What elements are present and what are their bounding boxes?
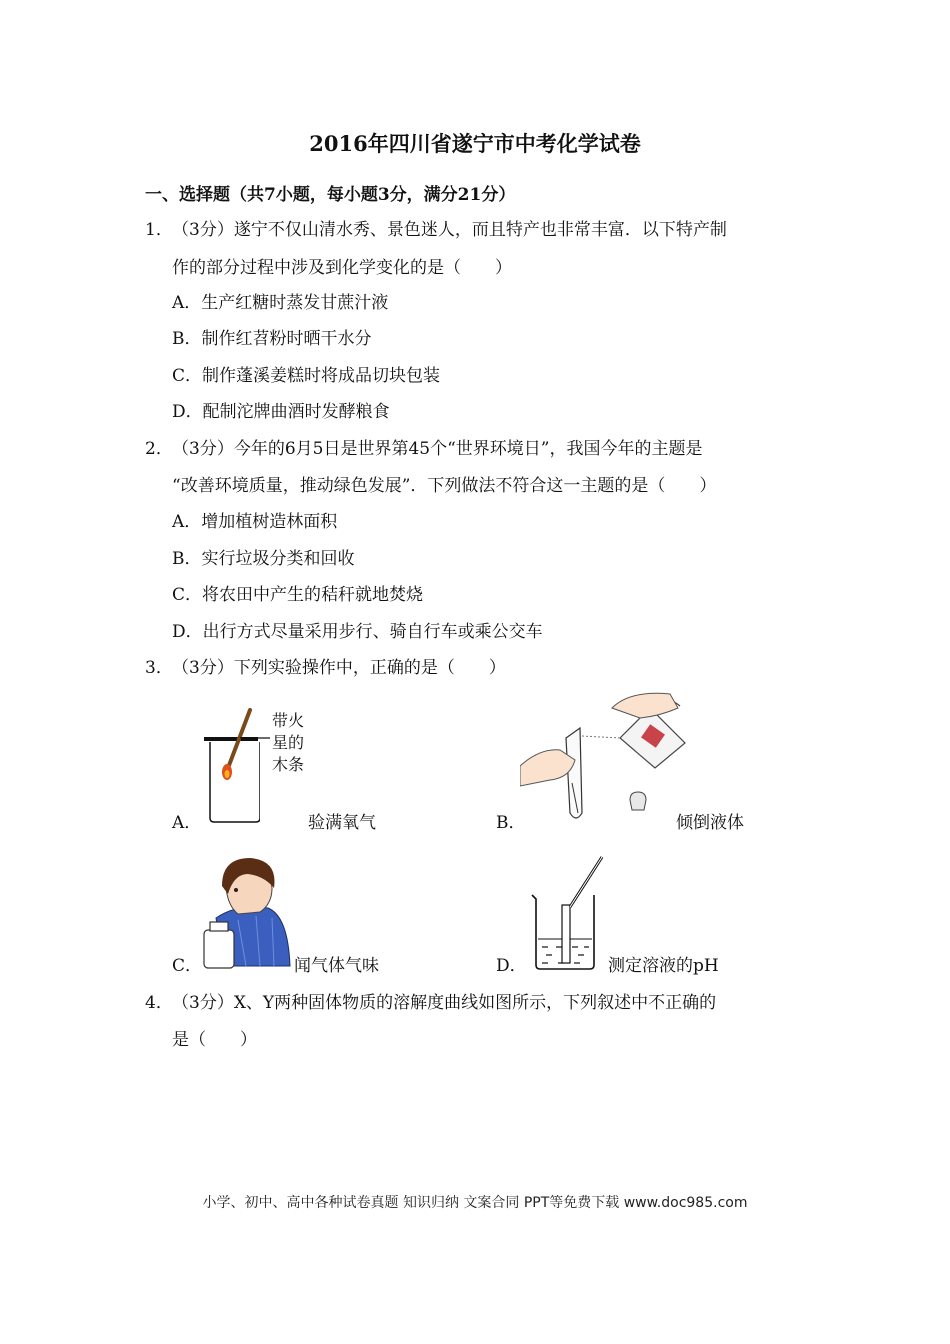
question-stem-line: （3分）遂宁不仅山清水秀、景色迷人，而且特产也非常丰富．以下特产制 — [172, 220, 727, 240]
oxygen-bottle-figure — [200, 706, 260, 826]
option-d: D．配制沱牌曲酒时发酵粮食 — [172, 402, 390, 422]
question-stem-line: “改善环境质量，推动绿色发展”．下列做法不符合这一主题的是（ ） — [172, 476, 717, 496]
figure-caption-d: 测定溶液的pH — [608, 956, 719, 976]
figure-letter-a: A． — [172, 813, 202, 833]
option-b: B．实行垃圾分类和回收 — [172, 549, 355, 569]
page-footer: 小学、初中、高中各种试卷真题 知识归纳 文案合同 PPT等免费下载 www.doc985.com — [202, 1195, 748, 1211]
question-stem-line: 是（ ） — [172, 1030, 257, 1050]
splint-label-line: 带火 — [272, 711, 305, 730]
question-number: 1． — [145, 220, 173, 240]
smelling-gas-figure — [198, 858, 293, 970]
option-a: A．增加植树造林面积 — [172, 512, 338, 532]
page-title: 2016年四川省遂宁市中考化学试卷 — [309, 131, 641, 156]
splint-label — [272, 710, 304, 776]
label-pointer-line — [240, 734, 270, 744]
option-c: C．制作蓬溪姜糕时将成品切块包装 — [172, 366, 441, 386]
question-stem-line: 作的部分过程中涉及到化学变化的是（ ） — [172, 258, 512, 278]
question-number: 4． — [145, 993, 173, 1013]
option-d: D．出行方式尽量采用步行、骑自行车或乘公交车 — [172, 622, 543, 642]
ph-test-figure — [528, 855, 604, 973]
splint-label-line: 星的 — [272, 733, 305, 752]
question-stem-line: （3分）X、Y两种固体物质的溶解度曲线如图所示，下列叙述中不正确的 — [172, 993, 717, 1013]
figure-letter-d: D． — [496, 956, 527, 976]
figure-letter-b: B． — [496, 813, 526, 833]
option-c: C．将农田中产生的秸秆就地焚烧 — [172, 585, 424, 605]
option-b: B．制作红苕粉时晒干水分 — [172, 329, 372, 349]
question-number: 3． — [145, 658, 173, 678]
figure-caption-c: 闻气体气味 — [294, 956, 379, 976]
question-stem-line: （3分）今年的6月5日是世界第45个“世界环境日”，我国今年的主题是 — [172, 439, 703, 459]
question-stem-line: （3分）下列实验操作中，正确的是（ ） — [172, 658, 506, 678]
figure-caption-b: 倾倒液体 — [676, 813, 744, 833]
question-number: 2． — [145, 439, 173, 459]
figure-letter-c: C． — [172, 956, 203, 976]
pouring-liquid-figure — [520, 688, 690, 828]
figure-caption-a: 验满氧气 — [308, 813, 376, 833]
section-heading: 一、选择题（共7小题，每小题3分，满分21分） — [145, 185, 516, 205]
option-a: A．生产红糖时蒸发甘蔗汁液 — [172, 293, 389, 313]
splint-label-line: 木条 — [272, 755, 305, 774]
